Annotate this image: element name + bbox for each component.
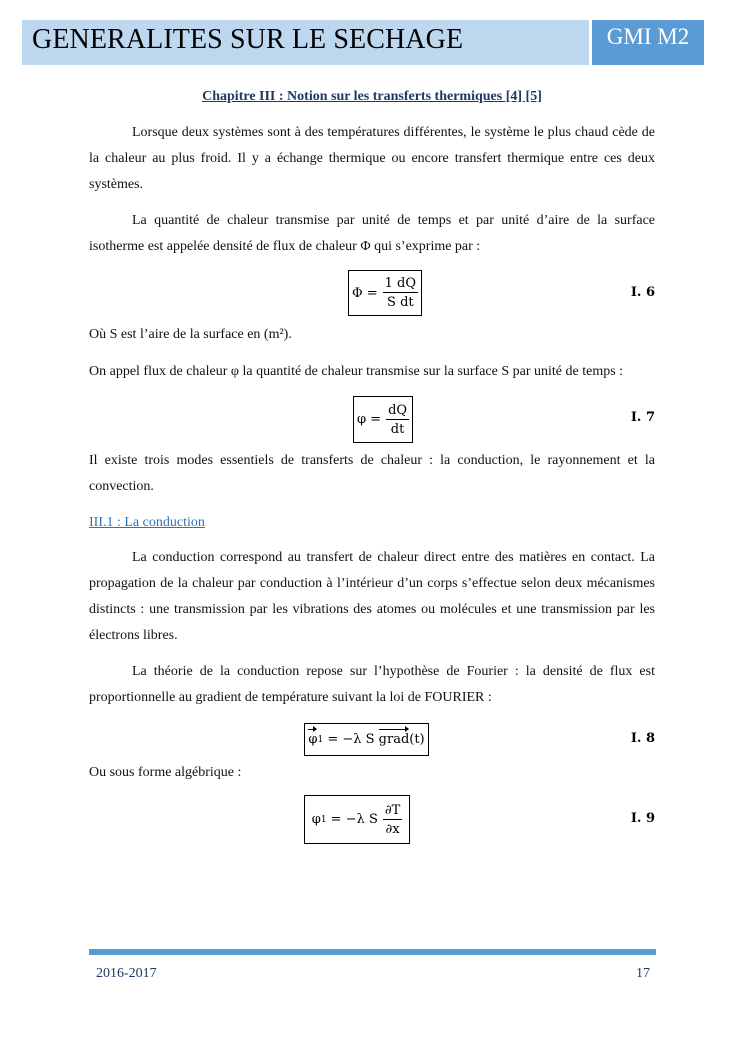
eq9-denominator: ∂x — [385, 821, 400, 837]
footer-rule — [89, 949, 656, 955]
equation-number-i6: I. 6 — [630, 285, 655, 300]
eq7-numerator: dQ — [388, 402, 408, 418]
paragraph-conduction: La conduction correspond au transfert de chaleur direct entre des matières en contact. La propagation de la chaleur par conduction à l’intérieur d’un corps s’effectue selon deux mécanismes distincts : une transmission par les vibrations des atomes ou molécules et une transmission par les électrons libres. — [89, 550, 655, 643]
eq6-lhs: Φ = — [351, 285, 378, 301]
eq6-denominator: S dt — [387, 295, 414, 310]
eq9-subscript: 1 — [320, 814, 327, 825]
paragraph-fourier: La théorie de la conduction repose sur l’hypothèse de Fourier : la densité de flux est proportionnelle au gradient de température suivant la loi de FOURIER : — [89, 664, 655, 705]
equation-box-i7 — [353, 396, 413, 443]
eq9-fraction — [383, 804, 402, 836]
equation-number-i8: I. 8 — [630, 731, 655, 746]
page-title: GENERALITES SUR LE SECHAGE — [32, 24, 464, 55]
eq7-lhs: φ = — [356, 412, 382, 427]
page-number: 17 — [636, 966, 650, 981]
course-code: GMI M2 — [606, 24, 690, 49]
footer-year: 2016-2017 — [96, 966, 157, 981]
eq8-tail: (t) — [409, 732, 425, 747]
header-code-bar — [592, 20, 704, 65]
paragraph-flux-density: La quantité de chaleur transmise par unité de temps et par unité d’aire de la surface isotherme est appelée densité de flux de chaleur Φ qui s’exprime par : — [89, 213, 655, 254]
eq9-symbol: φ — [311, 812, 321, 827]
paragraph-surface-area: Où S est l’aire de la surface en (m²). — [89, 327, 292, 342]
eq8-middle: = −λ S — [323, 732, 379, 747]
eq9-middle: = −λ S — [326, 812, 378, 827]
eq8-grad: grad — [378, 732, 410, 747]
equation-number-i9: I. 9 — [630, 811, 655, 826]
equation-box-i6 — [348, 270, 422, 316]
eq7-denominator: dt — [390, 421, 405, 437]
eq6-fraction — [383, 277, 418, 309]
eq7-fraction — [386, 404, 409, 436]
paragraph-heat-flux: On appel flux de chaleur φ la quantité de chaleur transmise sur la surface S par unité de temps : — [89, 364, 624, 379]
equation-number-i7: I. 7 — [630, 410, 655, 425]
section-heading-conduction: III.1 : La conduction — [89, 515, 205, 530]
paragraph-intro: Lorsque deux systèmes sont à des températures différentes, le système le plus chaud cède de la chaleur au plus froid. Il y a échange thermique ou encore transfert thermique entre ces deux systèmes. — [89, 125, 655, 192]
header-title-bar — [22, 20, 589, 65]
equation-box-i8 — [304, 723, 429, 756]
eq8-vector-symbol: φ — [308, 732, 318, 747]
eq6-numerator: 1 dQ — [384, 276, 417, 291]
chapter-title: Chapitre III : Notion sur les transferts thermiques [4] [5] — [202, 89, 542, 104]
eq9-numerator: ∂T — [384, 802, 401, 818]
paragraph-transfer-modes: Il existe trois modes essentiels de transferts de chaleur : la conduction, le rayonnement et la convection. — [89, 453, 655, 494]
eq8-subscript: 1 — [317, 734, 324, 745]
equation-box-i9 — [304, 795, 410, 844]
paragraph-algebraic-form: Ou sous forme algébrique : — [89, 765, 242, 780]
